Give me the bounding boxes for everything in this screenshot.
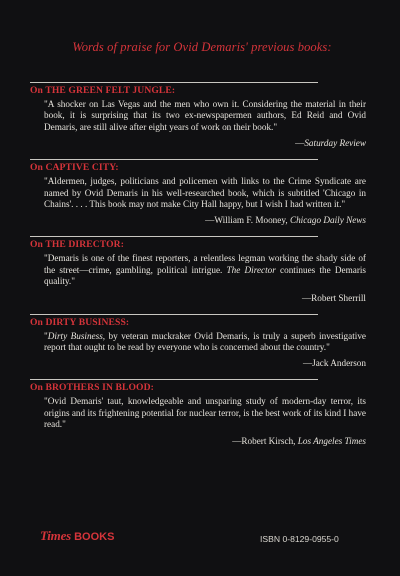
attribution-dash: —: [302, 358, 313, 369]
quote-text: continues the Demaris quality.": [44, 264, 367, 287]
attribution-name: Robert Kirsch,: [241, 435, 298, 446]
quote-book-title: The Director: [226, 264, 276, 275]
quote-text: ": [44, 330, 48, 341]
attribution-name: Jack Anderson: [312, 358, 366, 369]
blurb-quote: "Ovid Demaris' taut, knowledgeable and unsparing study of modern-day terror, its origins and its frightening potential for nuclear terror, is the best work of its kind I have read.": [44, 396, 366, 430]
attribution-name: Robert Sherrill: [311, 292, 366, 303]
quote-text: "Demaris is one of the finest reporters, a relentless legman working the shady side of the street—crime, gambling, political intrigue.: [44, 253, 366, 275]
blurb-attribution: [44, 137, 366, 149]
blurb-quote: "A shocker on Las Vegas and the men who own it. Considering the material in their book, it is surprising that its two ex-newspapermen authors, Ed Reid and Ovid Demaris, are still alive after eight years of work on their book.": [44, 99, 366, 132]
publisher-logo: [40, 528, 114, 544]
quote-text: by veteran muckraker Ovid Demaris, is truly a superb investigative report that ought to be read by everyone who is concerned about the country.": [44, 330, 366, 353]
blurb-attribution: [44, 357, 366, 369]
blurb-quote: [44, 331, 366, 354]
blurb-attribution: [44, 292, 366, 304]
blurb-divider: [30, 159, 318, 176]
attribution-source: Saturday Review: [304, 138, 366, 149]
attribution-dash: —: [232, 435, 242, 446]
blurb-brothers-in-blood: [0, 379, 400, 446]
attribution-dash: —: [301, 292, 312, 303]
blurb-the-director: [0, 236, 400, 303]
blurb-attribution: [44, 435, 366, 447]
blurb-divider: [30, 82, 318, 99]
blurb-attribution: [44, 214, 366, 226]
book-label: On BROTHERS IN BLOOD:: [30, 382, 154, 394]
blurb-divider: [30, 379, 318, 396]
praise-heading: Words of praise for Ovid Demaris' previous books:: [72, 40, 332, 54]
logo-times: Times: [40, 528, 72, 543]
attribution-dash: —: [295, 138, 305, 149]
blurb-green-felt-jungle: [0, 82, 400, 149]
attribution-source: Chicago Daily News: [289, 215, 366, 226]
blurb-dirty-business: [0, 314, 400, 370]
book-label: On CAPTIVE CITY:: [30, 162, 119, 174]
book-label: On THE GREEN FELT JUNGLE:: [30, 85, 176, 96]
attribution-name: William F. Mooney,: [214, 215, 290, 226]
logo-books: BOOKS: [74, 531, 115, 543]
isbn-number: ISBN 0-8129-0955-0: [260, 534, 339, 544]
blurb-quote: "Aldermen, judges, politicians and policemen with links to the Crime Syndicate are named by Ovid Demaris in his well-researched book, which is subtitled 'Chicago in Chains'. . . . This book may not make City Hall happy, but I wish I had written it.": [44, 176, 366, 210]
attribution-source: Los Angeles Times: [297, 435, 366, 446]
attribution-dash: —: [205, 215, 215, 226]
book-label: On THE DIRECTOR:: [30, 239, 125, 251]
blurb-divider: [30, 236, 318, 253]
blurb-list: [0, 82, 400, 457]
blurb-quote: [44, 253, 366, 287]
book-label: On DIRTY BUSINESS:: [30, 316, 130, 328]
blurb-divider: [30, 314, 318, 331]
quote-book-title: Dirty Business,: [47, 330, 106, 341]
blurb-captive-city: [0, 159, 400, 226]
